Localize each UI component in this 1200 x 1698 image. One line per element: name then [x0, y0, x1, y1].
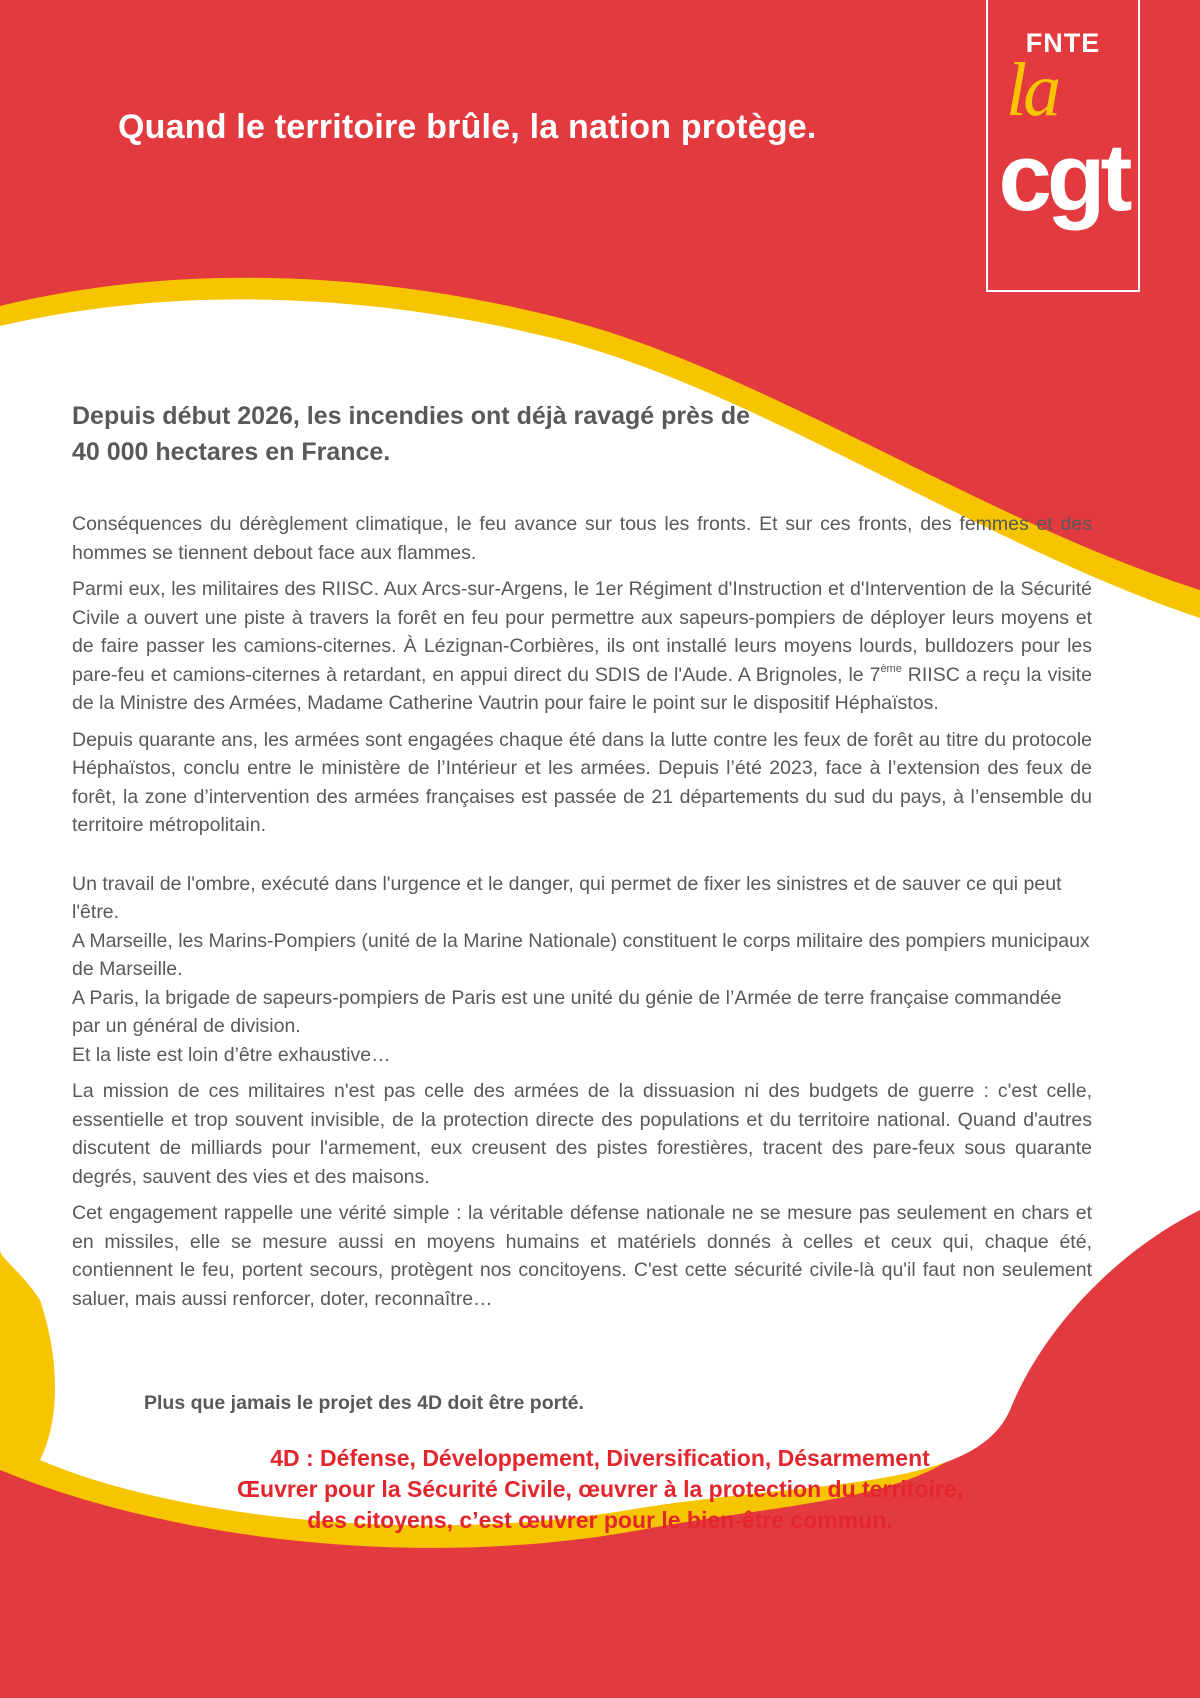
paragraph-6: Cet engagement rappelle une vérité simple : la véritable défense nationale ne se mesure pas seulement en chars et en missiles, elle se mesure aussi en moyens humains et matériels donnés à celles et ceux qui, chaque été, contiennent le feu, portent secours, protègent nos concitoyens. C'est cette sécurité civile-là qu'il faut non seulement saluer, mais aussi renforcer, doter, reconnaître…: [72, 1202, 1092, 1310]
paragraph-4-line: A Paris, la brigade de sapeurs-pompiers de Paris est une unité du génie de l’Armée de terre française commandée par un général de division.: [72, 986, 1062, 1037]
paragraph-3: Depuis quarante ans, les armées sont engagées chaque été dans la lutte contre les feux de forêt au titre du protocole Héphaïstos, conclu entre le ministère de l’Intérieur et les armées. Depuis l’été 2023, face à l’extension des feux de forêt, la zone d’intervention des armées françaises est passée de 21 départements du sud du pays, à l’ensemble du territoire métropolitain.: [72, 728, 1092, 836]
lead-line-2: 40 000 hectares en France.: [72, 438, 391, 466]
paragraph-4-line: A Marseille, les Marins-Pompiers (unité de la Marine Nationale) constituent le corps militaire des pompiers municipaux de Marseille.: [72, 929, 1090, 980]
logo-cgt-text: cgt: [998, 124, 1128, 231]
logo-fnte-text: FNTE: [1025, 28, 1101, 58]
paragraph-1: Conséquences du dérèglement climatique, le feu avance sur tous les fronts. Et sur ces fronts, des femmes et des hommes se tiennent debout face aux flammes.: [72, 513, 1092, 564]
paragraph-2-part-1: Parmi eux, les militaires des RIISC. Aux Arcs-sur-Argens, le 1er Régiment d'Instruction et d'Intervention de la Sécurité Civile a ouvert une piste à travers la forêt en feu pour permettre aux sapeurs-pompiers de déployer leurs moyens et de faire passer les camions-citernes. À Lézignan-Corbières, ils ont installé leurs moyens lourds, bulldozers pour les pare-feu et camions-citernes à retardant, en appui direct du SDIS de l'Aude. A Brignoles, le 7: [72, 578, 1092, 686]
paragraph-2-part-2: RIISC a reçu la visite de la Ministre des Armées, Madame Catherine Vautrin pour faire le point sur le dispositif Héphaïstos.: [72, 663, 1092, 714]
slogan-block: [140, 1443, 1060, 1536]
paragraph-2-superscript: ème: [880, 662, 902, 675]
logo-la-text: la: [1006, 48, 1058, 132]
page-title: Quand le territoire brûle, la nation protège.: [118, 108, 817, 146]
paragraph-5: La mission de ces militaires n'est pas celle des armées de la dissuasion ni des budgets de guerre : c'est celle, essentielle et trop souvent invisible, de la protection directe des populations et du territoire national. Quand d'autres discutent de milliards pour l'armement, eux creusent des pistes forestières, tracent des pare-feux sous quarante degrés, sauvent des vies et des maisons.: [72, 1080, 1092, 1188]
slogan-line-3: des citoyens, c’est œuvrer pour le bien-être commun.: [307, 1507, 893, 1533]
article-body: [72, 510, 1092, 1321]
paragraph-4-line: Un travail de l'ombre, exécuté dans l'urgence et le danger, qui permet de fixer les sinistres et de sauver ce qui peut l'être.: [72, 872, 1062, 923]
slogan-line-2: Œuvrer pour la Sécurité Civile, œuvrer à la protection du territoire,: [237, 1476, 963, 1502]
cgt-logo: [986, 0, 1140, 292]
call-to-action: Plus que jamais le projet des 4D doit être porté.: [144, 1392, 584, 1414]
paragraph-2: [72, 575, 1092, 718]
lead-heading: [72, 398, 952, 470]
slogan-line-1: 4D : Défense, Développement, Diversification, Désarmement: [270, 1445, 930, 1471]
lead-line-1: Depuis début 2026, les incendies ont déjà ravagé près de: [72, 402, 751, 430]
paragraph-4: [72, 870, 1092, 1070]
paragraph-4-line: Et la liste est loin d’être exhaustive…: [72, 1043, 391, 1066]
